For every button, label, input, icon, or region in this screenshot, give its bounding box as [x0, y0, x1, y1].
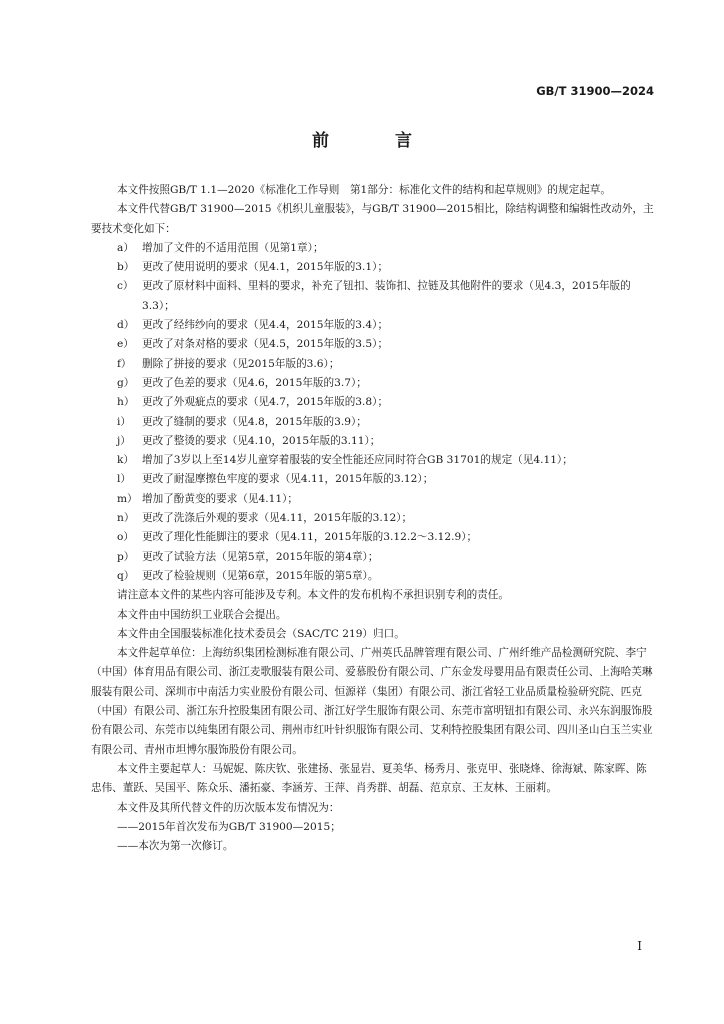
committee-paragraph: 本文件由全国服装标准化技术委员会（SAC/TC 219）归口。: [117, 627, 405, 640]
list-marker: o）: [117, 531, 134, 544]
history-item: ——本次为第一次修订。: [117, 840, 234, 853]
list-item: [117, 413, 655, 432]
list-marker: e）: [117, 338, 134, 351]
change-list: [117, 239, 655, 586]
list-item: [117, 567, 655, 586]
list-marker: i）: [117, 415, 131, 428]
list-item-text: 更改了理化性能脚注的要求（见4.11，2015年版的3.12.2～3.12.9）；: [142, 531, 478, 544]
list-marker: h）: [117, 396, 135, 409]
list-item-text: 更改了原材料中面料、里料的要求，补充了钮扣、装饰扣、拉链及其他附件的要求（见4.3，2015年版的3.3）；: [142, 280, 631, 312]
list-item: [117, 548, 655, 567]
list-marker: a）: [117, 241, 134, 254]
list-item: [117, 335, 655, 354]
list-item: [117, 374, 655, 393]
list-item-text: 增加了3岁以上至14岁儿童穿着服装的安全性能还应同时符合GB 31701的规定（见4.11）；: [142, 454, 573, 467]
list-item: [117, 316, 655, 335]
list-item: [117, 355, 655, 374]
list-marker: n）: [117, 512, 135, 525]
history-intro-paragraph: 本文件及其所代替文件的历次版本发布情况为：: [117, 801, 340, 814]
list-item-text: 更改了对条对格的要求（见4.5，2015年版的3.5）；: [142, 338, 389, 351]
list-item: [117, 239, 655, 258]
list-marker: p）: [117, 550, 135, 563]
list-item-text: 增加了酚黄变的要求（见4.11）；: [142, 492, 299, 505]
proposer-paragraph: 本文件由中国纺织工业联合会提出。: [117, 608, 287, 621]
list-item: [117, 393, 655, 412]
page-number: I: [637, 939, 642, 953]
list-item: [117, 432, 655, 451]
list-item-text: 增加了文件的不适用范围（见第1章）；: [142, 241, 324, 254]
list-item-text: 更改了色差的要求（见4.6，2015年版的3.7）；: [142, 376, 367, 389]
list-item: [117, 528, 655, 547]
list-item: [117, 470, 655, 489]
list-item-text: 更改了使用说明的要求（见4.1，2015年版的3.1）；: [142, 261, 389, 274]
list-item-text: 更改了整烫的要求（见4.10，2015年版的3.11）；: [142, 434, 381, 447]
list-item: [117, 277, 655, 316]
closing-section: [91, 586, 655, 856]
list-item: [117, 258, 655, 277]
standard-number: GB/T 31900—2024: [536, 84, 654, 98]
list-marker: m）: [117, 492, 138, 505]
list-item-text: 更改了外观疵点的要求（见4.7，2015年版的3.8）；: [142, 396, 389, 409]
list-item: [117, 490, 655, 509]
list-item-text: 删除了拼接的要求（见2015年版的3.6）；: [142, 357, 340, 370]
list-item-text: 更改了检验规则（见第6章，2015年版的第5章）。: [142, 569, 379, 582]
history-item: ——2015年首次发布为GB/T 31900—2015；: [117, 820, 341, 833]
list-marker: c）: [117, 280, 134, 293]
intro-paragraph-2: 本文件代替GB/T 31900—2015《机织儿童服装》，与GB/T 31900—2015相比，除结构调整和编辑性改动外，主要技术变化如下：: [91, 203, 654, 235]
drafters-paragraph: 本文件主要起草人：马妮妮、陈庆钦、张建扬、张显岩、夏美华、杨秀月、张克甲、张晓烽、徐海斌、陈家晖、陈忠伟、董跃、吴国平、陈众乐、潘拓豪、李涵芳、王萍、肖秀群、胡磊、范京京、王友林、王丽莉。: [91, 762, 647, 795]
drafting-units-paragraph: 本文件起草单位：上海纺织集团检测标准有限公司、广州英氏品牌管理有限公司、广州纤维产品检测研究院、李宁（中国）体育用品有限公司、浙江麦歌服装有限公司、爱慕股份有限公司、广东金发母婴用品有限责任公司、上海哈芙琳服装有限公司、深圳市中南活力实业股份有限公司、恒源祥（集团）有限公司、浙江省轻工业品质量检验研究院、匹克（中国）有限公司、浙江东升控股集团有限公司、浙江好学生服饰有限公司、东莞市富明钮扣有限公司、永兴东润服饰股份有限公司、东莞市以纯集团有限公司、荆州市红叶针织服饰有限公司、艾利特控股集团有限公司、四川圣山白玉兰实业有限公司、青州市坦博尔服饰股份有限公司。: [91, 647, 653, 756]
list-item: [117, 451, 655, 470]
list-marker: j）: [117, 434, 131, 447]
document-body: [91, 181, 655, 856]
intro-paragraph-1: 本文件按照GB/T 1.1—2020《标准化工作导则 第1部分：标准化文件的结构和起草规则》的规定起草。: [117, 184, 611, 196]
list-item: [117, 509, 655, 528]
list-marker: f）: [117, 357, 132, 370]
list-marker: g）: [117, 376, 135, 389]
list-item-text: 更改了试验方法（见第5章，2015年版的第4章）；: [142, 550, 379, 563]
patent-notice: 请注意本文件的某些内容可能涉及专利。本文件的发布机构不承担识别专利的责任。: [117, 589, 509, 602]
page-title: 前 言: [312, 131, 442, 151]
list-marker: d）: [117, 319, 135, 332]
list-marker: b）: [117, 261, 135, 274]
list-item-text: 更改了耐湿摩擦色牢度的要求（见4.11，2015年版的3.12）；: [142, 473, 434, 486]
list-marker: k）: [117, 454, 135, 467]
list-marker: l）: [117, 473, 131, 486]
list-marker: q）: [117, 569, 135, 582]
list-item-text: 更改了洗涤后外观的要求（见4.11，2015年版的3.12）；: [142, 512, 413, 525]
list-item-text: 更改了经纬纱向的要求（见4.4，2015年版的3.4）；: [142, 319, 389, 332]
list-item-text: 更改了缝制的要求（见4.8，2015年版的3.9）；: [142, 415, 367, 428]
